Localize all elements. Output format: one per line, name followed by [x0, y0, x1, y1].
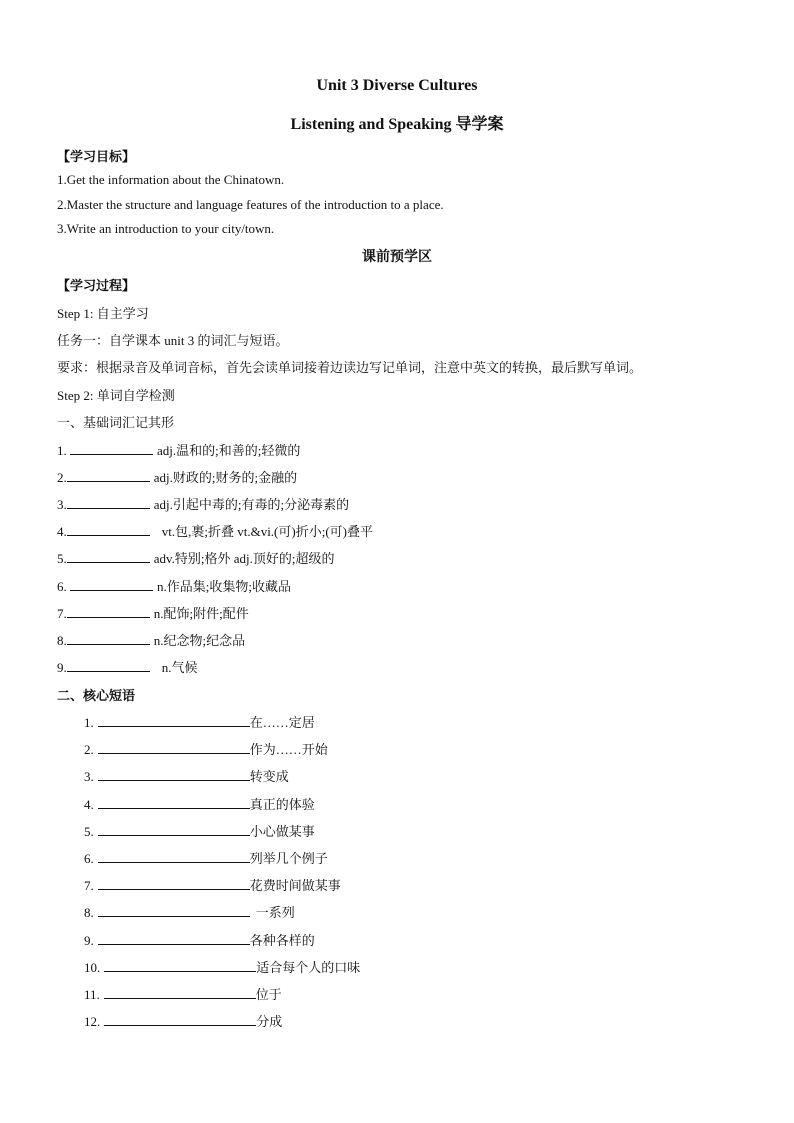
objectives-heading: 【学习目标】	[57, 149, 136, 164]
answer-blank[interactable]	[67, 632, 150, 645]
step2: Step 2: 单词自学检测	[57, 388, 175, 403]
answer-blank[interactable]	[98, 796, 250, 809]
answer-blank[interactable]	[67, 550, 150, 563]
answer-blank[interactable]	[70, 442, 153, 455]
vocab-item: 3. adj.引起中毒的;有毒的;分泌毒素的	[57, 497, 350, 512]
answer-blank[interactable]	[98, 823, 250, 836]
preview-heading: 课前预学区	[362, 250, 432, 265]
phrase-item: 5. 小心做某事	[84, 824, 315, 839]
vocab-item: 8. n.纪念物;纪念品	[57, 633, 246, 648]
answer-blank[interactable]	[104, 959, 256, 972]
objective-1: 1.Get the information about the Chinatown.	[57, 172, 285, 187]
answer-blank[interactable]	[67, 659, 150, 672]
phrase-item: 1. 在……定居	[84, 715, 315, 730]
requirement: 要求：根据录音及单词音标，首先会读单词接着边读边写记单词，注意中英文的转换，最后默写单词。	[57, 360, 643, 375]
answer-blank[interactable]	[104, 986, 256, 999]
vocab-item: 9. n.气候	[57, 660, 198, 675]
document-subtitle: Listening and Speaking 导学案	[290, 116, 504, 133]
answer-blank[interactable]	[98, 850, 250, 863]
answer-blank[interactable]	[70, 578, 153, 591]
step1: Step 1: 自主学习	[57, 306, 149, 321]
vocab-item: 1. adj.温和的;和善的;轻微的	[57, 443, 301, 458]
phrase-item: 3. 转变成	[84, 769, 289, 784]
answer-blank[interactable]	[104, 1013, 256, 1026]
phrase-item: 8. 一系列	[84, 905, 295, 920]
phrase-item: 2. 作为……开始	[84, 742, 328, 757]
phrase-item: 4. 真正的体验	[84, 797, 315, 812]
phrase-item: 12. 分成	[84, 1014, 283, 1029]
answer-blank[interactable]	[98, 932, 250, 945]
section1-heading: 一、基础词汇记其形	[57, 415, 175, 430]
phrase-item: 10. 适合每个人的口味	[84, 960, 361, 975]
vocab-item: 4. vt.包,裹;折叠 vt.&vi.(可)折小;(可)叠平	[57, 524, 373, 539]
answer-blank[interactable]	[98, 904, 250, 917]
phrase-item: 6. 列举几个例子	[84, 851, 328, 866]
vocab-item: 7. n.配饰;附件;配件	[57, 606, 249, 621]
answer-blank[interactable]	[98, 714, 250, 727]
process-heading: 【学习过程】	[57, 278, 136, 293]
vocab-item: 2. adj.财政的;财务的;金融的	[57, 470, 298, 485]
objective-2: 2.Master the structure and language features of the introduction to a place.	[57, 197, 444, 212]
task1: 任务一：自学课本 unit 3 的词汇与短语。	[57, 333, 289, 348]
answer-blank[interactable]	[98, 768, 250, 781]
phrase-item: 7. 花费时间做某事	[84, 878, 341, 893]
answer-blank[interactable]	[98, 741, 250, 754]
phrase-item: 11. 位于	[84, 987, 282, 1002]
answer-blank[interactable]	[67, 469, 150, 482]
answer-blank[interactable]	[67, 523, 150, 536]
answer-blank[interactable]	[67, 605, 150, 618]
phrase-item: 9. 各种各样的	[84, 933, 315, 948]
section2-heading: 二、核心短语	[57, 688, 136, 703]
vocab-item: 5. adv.特别;格外 adj.顶好的;超级的	[57, 551, 335, 566]
document-title: Unit 3 Diverse Cultures	[316, 77, 478, 94]
answer-blank[interactable]	[67, 496, 150, 509]
vocab-item: 6. n.作品集;收集物;收藏品	[57, 579, 291, 594]
objective-3: 3.Write an introduction to your city/town.	[57, 221, 275, 236]
answer-blank[interactable]	[98, 877, 250, 890]
